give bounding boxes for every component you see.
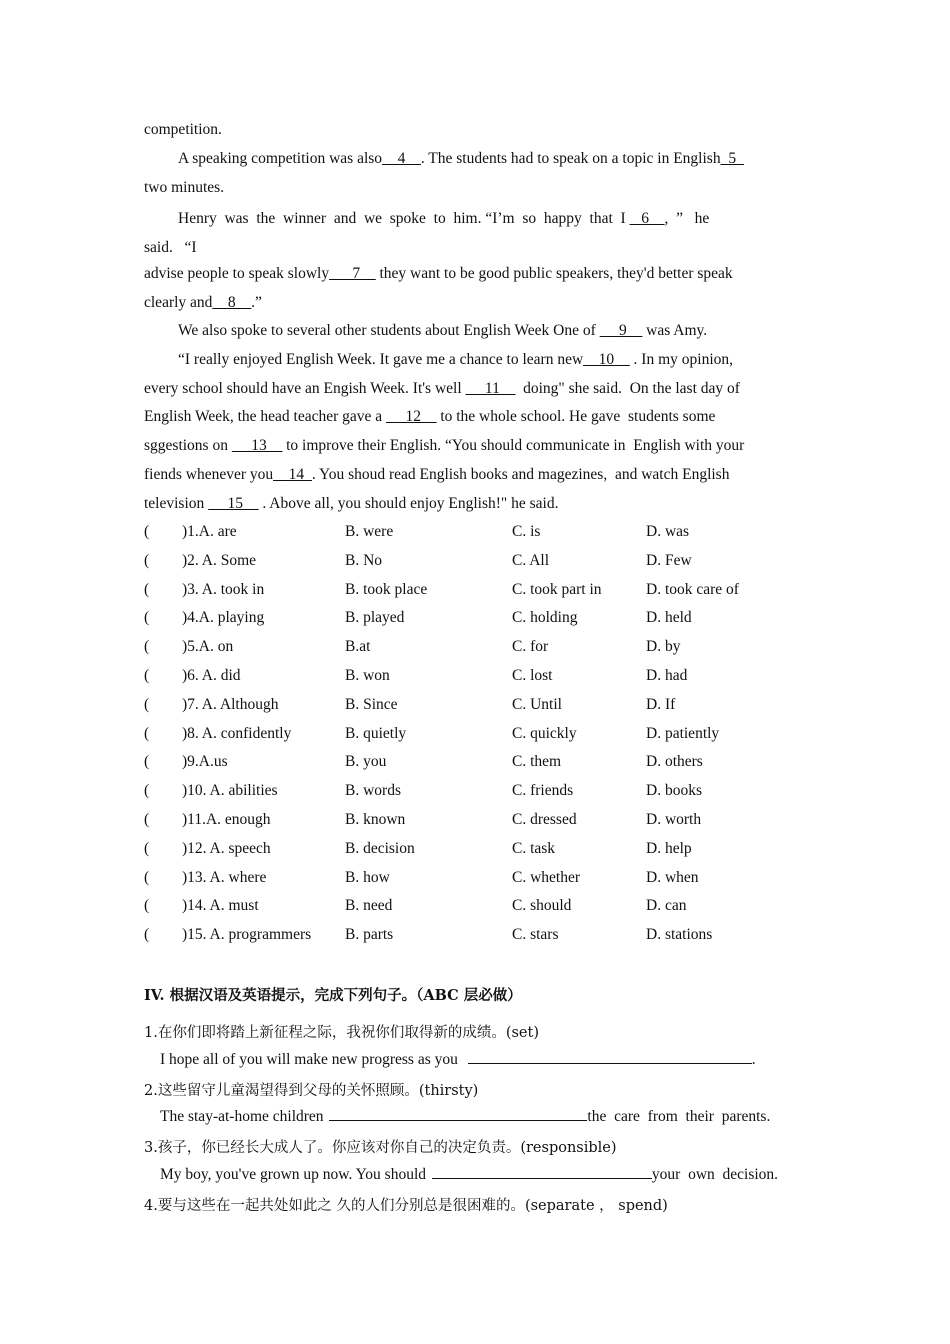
option-d: D. If: [646, 695, 676, 713]
question-3-sentence: My boy, you've grown up now. You should your own decision.: [160, 1166, 779, 1183]
option-c: C. dressed: [512, 811, 577, 828]
option-d: D. help: [646, 839, 692, 857]
option-b: B. won: [345, 667, 390, 684]
option-a: )11.A. enough: [182, 811, 271, 828]
answer-blank-3[interactable]: [432, 1164, 652, 1179]
passage-line-13: fiends whenever you__14_. You shoud read English books and magezines, and watch English: [144, 466, 730, 483]
passage-line-11: English Week, the head teacher gave a __12__ to the whole school. He gave students some: [144, 408, 716, 425]
question-1-prompt: 1.在你们即将踏上新征程之际，我祝你们取得新的成绩。(set): [144, 1025, 539, 1041]
blank-4[interactable]: __4__: [382, 150, 421, 167]
blank-12[interactable]: __12__: [386, 408, 437, 425]
option-d: D. had: [646, 667, 688, 684]
option-d: D. can: [646, 897, 687, 915]
option-a: )14. A. must: [182, 897, 259, 915]
blank-6[interactable]: _6__: [629, 210, 665, 227]
option-a: )1.A. are: [182, 523, 237, 540]
option-a: )12. A. speech: [182, 839, 271, 857]
option-b: B. known: [345, 811, 406, 828]
option-c: C. them: [512, 753, 562, 771]
option-c: C. took part in: [512, 580, 602, 598]
option-b: B. were: [345, 523, 394, 540]
option-c: C. friends: [512, 782, 574, 800]
option-a: )13. A. where: [182, 868, 267, 886]
answer-bracket[interactable]: (: [144, 609, 150, 627]
answer-blank-1[interactable]: [468, 1049, 752, 1064]
blank-13[interactable]: __13__: [231, 437, 283, 454]
answer-blank-2[interactable]: [329, 1106, 587, 1121]
answer-bracket[interactable]: (: [144, 724, 150, 742]
option-a: )4.A. playing: [182, 609, 265, 627]
option-b: B.at: [345, 638, 371, 656]
passage-line-12: sggestions on __13__ to improve their English. “You should communicate in English with your: [144, 437, 745, 454]
answer-bracket[interactable]: (: [144, 523, 150, 540]
passage-line-9: “I really enjoyed English Week. It gave me a chance to learn new__10__ . In my opinion,: [178, 351, 734, 368]
passage-line-6: advise people to speak slowly___7__ they want to be good public speakers, they'd better speak: [144, 265, 733, 282]
option-a: )2. A. Some: [182, 551, 257, 569]
answer-bracket[interactable]: (: [144, 551, 150, 569]
option-a: )8. A. confidently: [182, 724, 292, 742]
answer-bracket[interactable]: (: [144, 782, 150, 800]
blank-14[interactable]: __14_: [273, 466, 312, 483]
option-b: B. decision: [345, 839, 415, 857]
blank-5[interactable]: _5_: [720, 150, 744, 167]
answer-bracket[interactable]: (: [144, 868, 150, 886]
option-b: B. quietly: [345, 724, 407, 742]
option-c: C. should: [512, 897, 572, 915]
option-a: )5.A. on: [182, 638, 234, 656]
option-b: B. how: [345, 868, 390, 886]
option-b: B. parts: [345, 926, 394, 944]
passage-line-3: two minutes.: [144, 179, 225, 196]
option-b: B. took place: [345, 580, 428, 598]
option-d: D. patiently: [646, 724, 720, 742]
option-d: D. books: [646, 782, 702, 800]
answer-bracket[interactable]: (: [144, 667, 150, 684]
option-c: C. quickly: [512, 724, 577, 742]
passage-line-4: Henry was the winner and we spoke to him. “I’m so happy that I _6__, ” he: [178, 210, 710, 227]
option-c: C. All: [512, 551, 550, 569]
passage-line-14: television __15__ . Above all, you should enjoy English!" he said.: [144, 495, 559, 512]
answer-bracket[interactable]: (: [144, 638, 150, 656]
passage-line-8: We also spoke to several other students about English Week One of __9__ was Amy.: [178, 322, 708, 339]
option-d: D. stations: [646, 926, 713, 944]
question-2-prompt: 2.这些留守儿童渴望得到父母的关怀照顾。(thirsty): [144, 1083, 479, 1099]
blank-7[interactable]: ___7__: [329, 265, 376, 282]
option-d: D. was: [646, 523, 690, 540]
option-d: D. worth: [646, 811, 702, 828]
option-c: C. stars: [512, 926, 559, 944]
answer-bracket[interactable]: (: [144, 580, 150, 598]
question-1-sentence: I hope all of you will make new progress as you .: [160, 1051, 756, 1068]
option-c: C. task: [512, 839, 556, 857]
option-d: D. Few: [646, 551, 692, 569]
section-heading: IV. 根据汉语及英语提示，完成下列句子。（ABC 层必做）: [144, 987, 522, 1004]
answer-bracket[interactable]: (: [144, 753, 150, 771]
option-d: D. by: [646, 638, 681, 656]
option-c: C. holding: [512, 609, 578, 627]
option-b: B. words: [345, 782, 401, 800]
option-a: )10. A. abilities: [182, 782, 278, 800]
question-2-sentence: The stay-at-home children the care from their parents.: [160, 1108, 771, 1125]
option-a: )9.A.us: [182, 753, 228, 771]
blank-8[interactable]: __8__: [212, 294, 252, 311]
option-b: B. Since: [345, 695, 398, 713]
passage-line-7: clearly and__8__.”: [144, 294, 262, 311]
option-b: B. you: [345, 753, 387, 771]
option-a: )6. A. did: [182, 667, 241, 684]
option-a: )7. A. Although: [182, 695, 279, 713]
blank-11[interactable]: __11__: [465, 380, 516, 397]
passage-line-5: said. “I: [144, 239, 197, 256]
passage-line-2: A speaking competition was also__4__. The students had to speak on a topic in English_5_: [178, 150, 744, 167]
option-c: C. is: [512, 523, 541, 540]
option-d: D. took care of: [646, 580, 739, 598]
blank-10[interactable]: __10__: [583, 351, 630, 368]
question-4-prompt: 4.要与这些在一起共处如此之 久的人们分别总是很困难的。(separate ， spend): [144, 1198, 668, 1214]
answer-bracket[interactable]: (: [144, 897, 150, 915]
option-d: D. held: [646, 609, 692, 627]
option-c: C. for: [512, 638, 549, 656]
answer-bracket[interactable]: (: [144, 695, 150, 713]
option-b: B. played: [345, 609, 405, 627]
option-b: B. need: [345, 897, 393, 915]
answer-bracket[interactable]: (: [144, 811, 150, 828]
option-a: )15. A. programmers: [182, 926, 312, 944]
question-3-prompt: 3.孩子，你已经长大成人了。你应该对你自己的决定负责。(responsible): [144, 1140, 617, 1156]
option-a: )3. A. took in: [182, 580, 265, 598]
option-d: D. when: [646, 868, 699, 886]
option-b: B. No: [345, 551, 383, 569]
answer-bracket[interactable]: (: [144, 839, 150, 857]
option-c: C. whether: [512, 868, 581, 886]
option-d: D. others: [646, 753, 703, 771]
answer-bracket[interactable]: (: [144, 926, 150, 944]
passage-line-1: competition.: [144, 121, 222, 138]
blank-15[interactable]: __15__: [208, 495, 259, 512]
blank-9[interactable]: __9__: [599, 322, 643, 339]
option-c: C. Until: [512, 695, 562, 713]
option-c: C. lost: [512, 667, 553, 684]
passage-line-10: every school should have an Engish Week. It's well __11__ doing" she said. On the last day of: [144, 380, 740, 397]
